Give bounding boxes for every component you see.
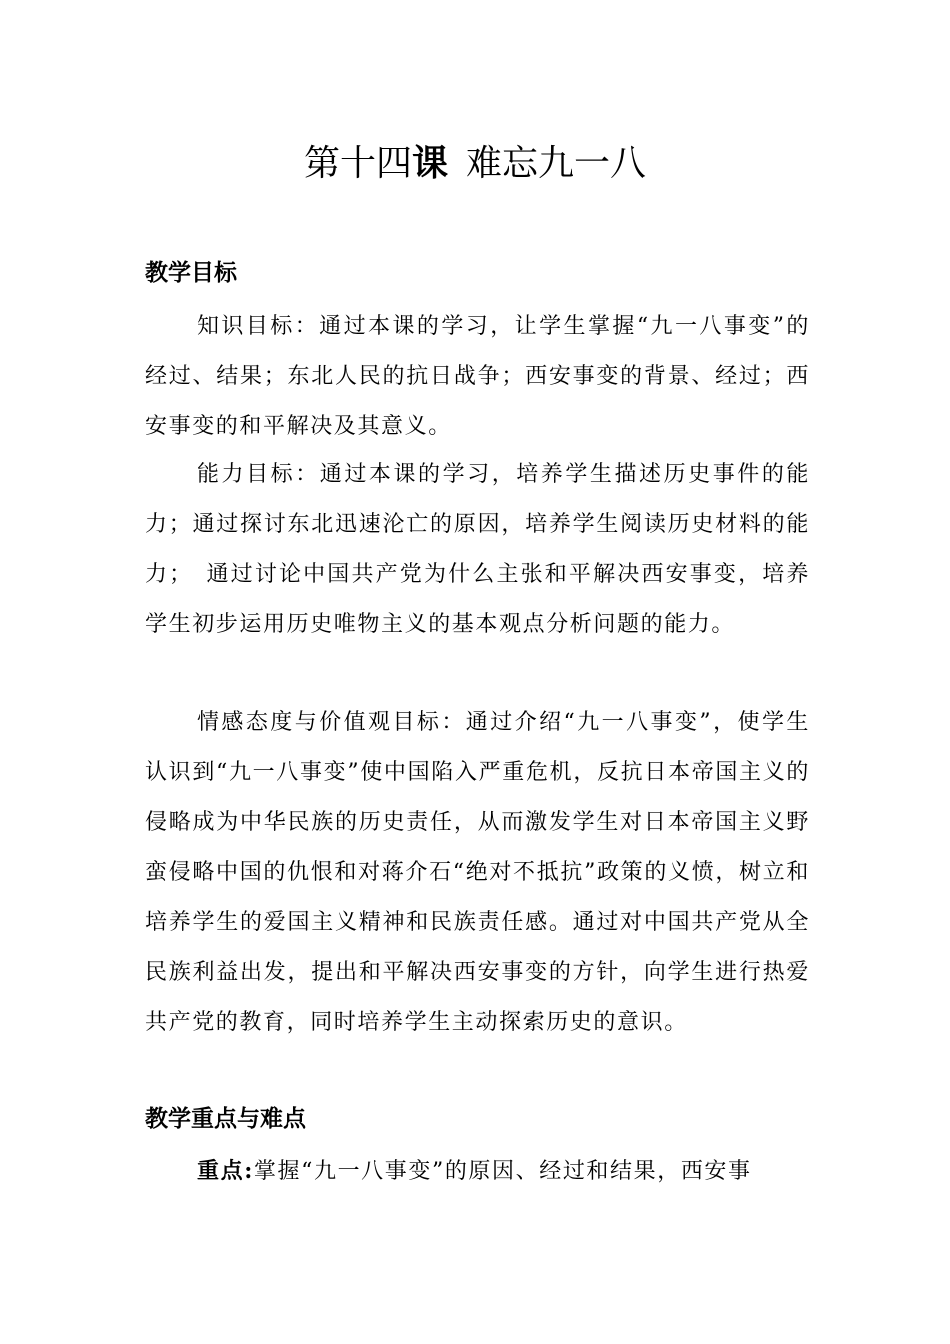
focus-paragraph: [145, 1146, 810, 1197]
emotion-objective-paragraph: 情感态度与价值观目标：通过介绍“九一八事变”，使学生认识到“九一八事变”使中国陷入严重危机，反抗日本帝国主义的侵略成为中华民族的历史责任，从而激发学生对日本帝国主义野蛮侵略中国的仇恨和对蒋介石“绝对不抵抗”政策的义愤，树立和培养学生的爱国主义精神和民族责任感。通过对中国共产党从全民族利益出发，提出和平解决西安事变的方针，向学生进行热爱共产党的教育，同时培养学生主动探索历史的意识。: [145, 710, 810, 1035]
section-heading-key-points: 教学重点与难点: [145, 1106, 306, 1132]
knowledge-objective-paragraph: 知识目标：通过本课的学习，让学生掌握“九一八事变”的经过、结果；东北人民的抗日战争；西安事变的背景、经过；西安事变的和平解决及其意义。: [145, 314, 810, 439]
focus-text: 掌握“九一八事变”的原因、经过和结果，西安事: [253, 1159, 752, 1184]
focus-label: 重点:: [197, 1158, 254, 1184]
title-part-1: 第十四: [303, 143, 412, 184]
title-part-2: 课: [411, 142, 448, 184]
section-heading-objectives: 教学目标: [145, 260, 237, 286]
ability-objective-paragraph: 能力目标：通过本课的学习，培养学生描述历史事件的能力；通过探讨东北迅速沦亡的原因，培养学生阅读历史材料的能力； 通过讨论中国共产党为什么主张和平解决西安事变，培养学生初步运用历史唯物主义的基本观点分析问题的能力。: [145, 462, 810, 637]
lesson-title: [0, 138, 950, 189]
title-part-3: 难忘九一八: [466, 143, 647, 184]
